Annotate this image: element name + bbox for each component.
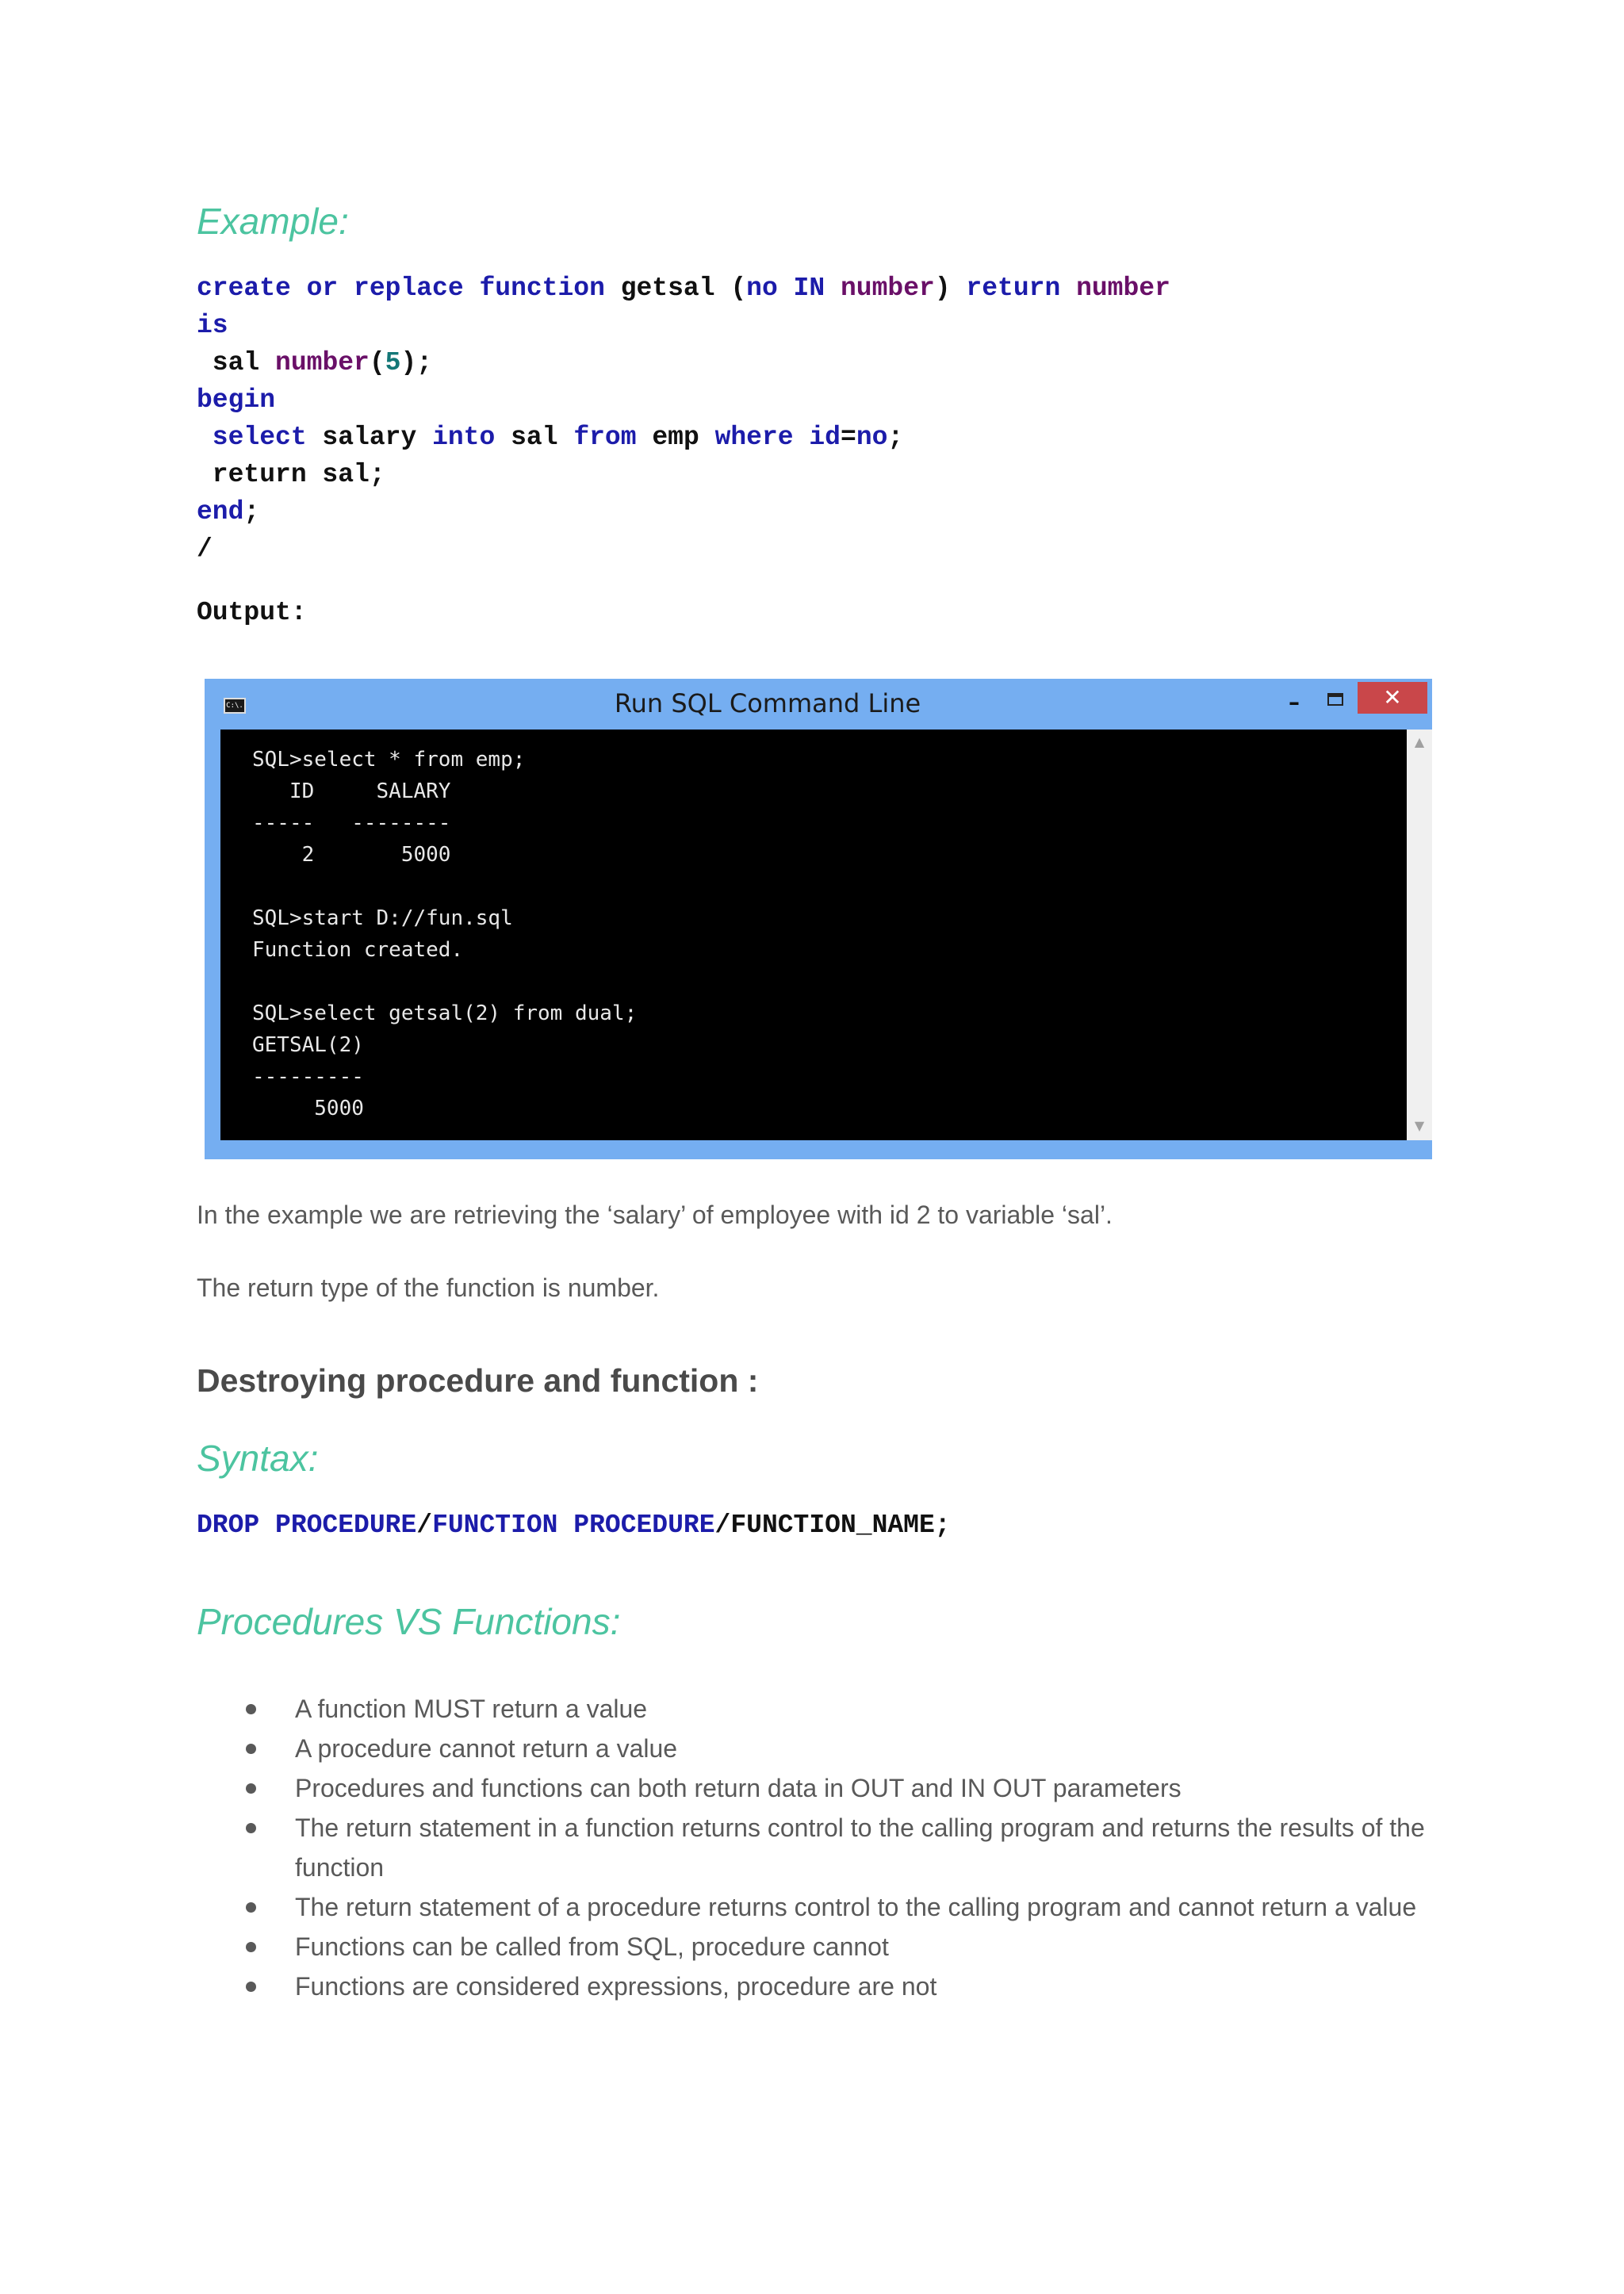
window-title: Run SQL Command Line — [614, 688, 921, 718]
window-titlebar — [205, 679, 1432, 730]
code-token — [825, 274, 841, 303]
list-item-text: A procedure cannot return a value — [295, 1734, 678, 1763]
code-token: DROP PROCEDURE — [197, 1511, 417, 1540]
terminal-line: SQL>start D://fun.sql — [252, 906, 513, 930]
sql-command-line-window — [205, 679, 1432, 1159]
code-line — [197, 307, 1170, 344]
list-item — [197, 1729, 1434, 1768]
terminal-line — [252, 871, 637, 902]
code-token: 5 — [385, 348, 401, 377]
list-item-text: Functions can be called from SQL, procedure cannot — [295, 1932, 889, 1961]
example-heading: Example: — [197, 201, 349, 242]
terminal-line: 2 5000 — [252, 843, 451, 867]
code-token: no — [856, 423, 888, 452]
code-token: /FUNCTION_NAME; — [714, 1511, 951, 1540]
bullet-icon — [246, 1704, 256, 1714]
list-item — [197, 1689, 1434, 1729]
drop-syntax-code — [197, 1507, 951, 1544]
bullet-icon — [246, 1902, 256, 1913]
comparison-list — [197, 1689, 1434, 2006]
code-token: / — [416, 1511, 433, 1540]
terminal-line: SQL>select getsal(2) from dual; — [252, 1001, 638, 1025]
terminal-line: Function created. — [252, 938, 464, 962]
list-item — [197, 1927, 1434, 1967]
code-token: sal — [495, 423, 574, 452]
list-item-text: Functions are considered expressions, procedure are not — [295, 1972, 937, 2001]
code-token: from — [573, 423, 637, 452]
terminal-line: 5000 — [252, 1097, 364, 1120]
list-item-text: Procedures and functions can both return data in OUT and IN OUT parameters — [295, 1774, 1182, 1802]
list-item — [197, 1967, 1434, 2006]
code-token: begin — [197, 385, 276, 415]
explanation-paragraph-2: The return type of the function is number. — [197, 1273, 660, 1302]
code-token: return sal; — [197, 460, 385, 489]
minimize-icon[interactable]: – — [1289, 689, 1300, 715]
code-line — [197, 344, 1170, 381]
bullet-icon — [246, 1783, 256, 1794]
maximize-box — [1327, 693, 1343, 706]
code-token: is — [197, 311, 228, 340]
code-token: create or replace function — [197, 274, 605, 303]
output-label: Output: — [197, 598, 307, 627]
bullet-icon — [246, 1744, 256, 1754]
code-token: = — [841, 423, 856, 452]
window-bottom-border — [205, 1140, 1432, 1159]
list-item-text: The return statement in a function returns control to the calling program and returns the results of the function — [295, 1813, 1425, 1882]
code-token: number — [1076, 274, 1170, 303]
code-token: sal — [197, 348, 276, 377]
list-item — [197, 1887, 1434, 1927]
list-item — [197, 1768, 1434, 1808]
code-line — [197, 493, 1170, 530]
code-token: ; — [887, 423, 904, 452]
explanation-paragraph-1: In the example we are retrieving the ‘salary’ of employee with id 2 to variable ‘sal’. — [197, 1201, 1113, 1229]
code-token: ( — [369, 348, 385, 377]
terminal-line: --------- — [252, 1065, 364, 1089]
code-token: ; — [243, 497, 260, 527]
code-token: number — [275, 348, 370, 377]
code-line — [197, 419, 1170, 456]
scroll-down-icon[interactable]: ▼ — [1414, 1118, 1425, 1133]
list-item-text: A function MUST return a value — [295, 1695, 648, 1723]
code-token: getsal — [604, 274, 731, 303]
code-token: no IN — [746, 274, 825, 303]
syntax-heading: Syntax: — [197, 1438, 319, 1479]
terminal-line: ID SALARY — [252, 779, 451, 803]
code-line — [197, 270, 1170, 307]
code-token: FUNCTION PROCEDURE — [432, 1511, 715, 1540]
code-line — [197, 381, 1170, 419]
bullet-icon — [246, 1942, 256, 1952]
terminal-output — [252, 744, 637, 1124]
bullet-icon — [246, 1823, 256, 1833]
code-token: ) — [934, 274, 967, 303]
list-item-text: The return statement of a procedure returns control to the calling program and cannot return a value — [295, 1893, 1417, 1921]
terminal-line: GETSAL(2) — [252, 1033, 364, 1057]
code-token: into — [432, 423, 496, 452]
code-token: where id — [714, 423, 841, 452]
terminal-line — [252, 966, 637, 998]
maximize-icon[interactable] — [1324, 690, 1346, 709]
code-token: number — [840, 274, 935, 303]
terminal-line: ----- -------- — [252, 811, 451, 835]
code-line — [197, 456, 1170, 493]
code-line — [197, 530, 1170, 568]
code-token: / — [197, 534, 213, 564]
code-example-block — [197, 270, 1170, 568]
terminal-screen[interactable] — [220, 730, 1407, 1140]
vertical-scrollbar[interactable] — [1407, 730, 1432, 1140]
code-token: emp — [636, 423, 715, 452]
terminal-line: SQL>select * from emp; — [252, 748, 526, 772]
code-token: return — [966, 274, 1061, 303]
scroll-up-icon[interactable]: ▲ — [1414, 734, 1425, 749]
close-icon[interactable]: ✕ — [1358, 682, 1427, 714]
destroying-heading: Destroying procedure and function : — [197, 1362, 759, 1399]
code-token — [1060, 274, 1076, 303]
code-token: select — [197, 423, 307, 452]
bullet-icon — [246, 1982, 256, 1992]
code-token: end — [197, 497, 244, 527]
procedures-vs-functions-heading: Procedures VS Functions: — [197, 1601, 621, 1642]
list-item — [197, 1808, 1434, 1887]
code-token: ( — [730, 274, 747, 303]
console-icon: C:\. — [224, 698, 246, 714]
code-token: salary — [306, 423, 433, 452]
code-token: ); — [400, 348, 433, 377]
